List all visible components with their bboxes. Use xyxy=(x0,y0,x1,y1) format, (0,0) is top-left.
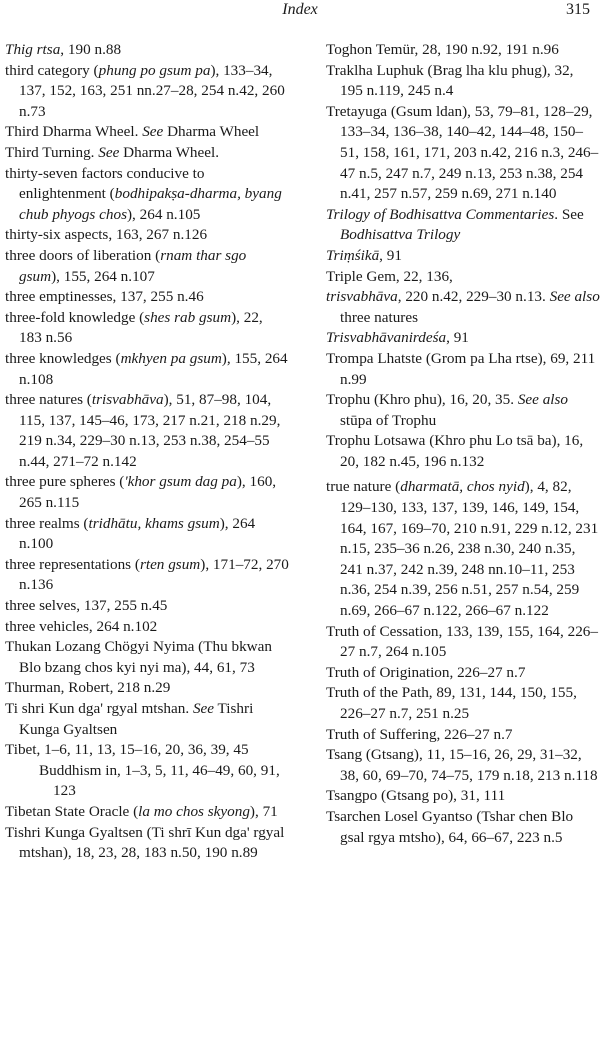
index-entry xyxy=(326,349,600,390)
entry-text: Tretayuga (Gsum ldan), 53, 79–81, 128–29, 133–34, 136–38, 140–42, 144–48, 150–51, 158, 161, 171, 203 n.42, 216 n.3, 246–47 n.5, 247 n.7, 249 n.13, 253 n.38, 254 n.41, 257 n.57, 259 n.69, 271 n.140 xyxy=(326,102,599,203)
index-entry xyxy=(5,823,289,864)
index-column-right xyxy=(326,40,600,848)
index-entry xyxy=(5,514,289,555)
entry-text: true nature ( xyxy=(326,478,401,496)
index-entry xyxy=(326,745,600,786)
index-entry xyxy=(5,246,289,287)
entry-text: , 91 xyxy=(379,246,402,264)
index-entry xyxy=(326,431,600,472)
index-entry xyxy=(5,308,289,349)
italic-term: mkhyen pa gsum xyxy=(120,349,222,367)
entry-text: , 190 n.88 xyxy=(60,41,122,58)
italic-term: dharmatā, chos nyid xyxy=(400,478,525,496)
entry-text: three representations ( xyxy=(5,555,140,573)
entry-text: Third Dharma Wheel. xyxy=(5,123,143,141)
entry-text: Thukan Lozang Chögyi Nyima (Thu bkwan Blo bzang chos kyi nyi ma), 44, 61, 73 xyxy=(5,638,272,676)
entry-text: three pure spheres ( xyxy=(5,473,125,491)
index-entry xyxy=(326,663,600,684)
index-entry xyxy=(5,678,289,699)
italic-term: See also xyxy=(549,288,600,306)
index-entry xyxy=(5,225,289,246)
entry-text: Tishri Kunga Gyaltsen (Ti shrī Kun dga' rgyal mtshan), 18, 23, 28, 183 n.50, 190 n.89 xyxy=(5,823,285,862)
page-number: 315 xyxy=(566,1,590,18)
entry-text: ), 51, 87–98, 104, 115, 137, 145–46, 173, 217 n.21, 218 n.29, 219 n.34, 229–30 n.13, 253 n.38, 254–55 n.44, 271–72 n.142 xyxy=(19,391,281,470)
index-column-left xyxy=(5,40,289,864)
entry-text: Thurman, Robert, 218 n.29 xyxy=(5,679,171,697)
index-entry xyxy=(5,472,289,513)
index-entry xyxy=(326,205,600,246)
entry-text: stūpa of Trophu xyxy=(340,411,437,429)
index-entry xyxy=(326,102,600,205)
index-entry xyxy=(5,699,289,740)
entry-text: three doors of liberation ( xyxy=(5,246,161,264)
entry-text: ), 160, 265 n.115 xyxy=(19,473,277,512)
entry-text: ), 264 n.105 xyxy=(126,205,201,223)
entry-text: three knowledges ( xyxy=(5,349,121,367)
entry-text: Ti shri Kun dga' rgyal mtshan. xyxy=(5,700,193,717)
entry-text: three natures ( xyxy=(5,391,92,409)
entry-text: thirty-seven factors conducive to enlightenment ( xyxy=(5,164,205,203)
italic-term: Trisvabhāvanirdeśa xyxy=(326,329,447,347)
index-entry xyxy=(5,122,289,143)
entry-text: ), 133–34, 137, 152, 163, 251 nn.27–28, 254 n.42, 260 n.73 xyxy=(19,61,285,120)
index-entry xyxy=(326,477,600,621)
italic-term: 'khor gsum dag pa xyxy=(124,473,237,491)
index-entry xyxy=(5,143,289,164)
entry-text: Third Turning. xyxy=(5,143,99,161)
index-entry xyxy=(326,622,600,663)
italic-term: See also xyxy=(517,391,569,409)
index-entry xyxy=(326,725,600,746)
entry-text: ), 171–72, 270 n.136 xyxy=(19,555,289,594)
entry-text: Tsarchen Losel Gyantso (Tshar chen Blo gsal rgya mtsho), 64, 66–67, 223 n.5 xyxy=(326,807,574,846)
index-entry xyxy=(5,349,289,390)
entry-text: Buddhism in, 1–3, 5, 11, 46–49, 60, 91, 123 xyxy=(39,761,280,800)
index-entry xyxy=(5,555,289,596)
entry-text: Trompa Lhatste (Grom pa Lha rtse), 69, 211 n.99 xyxy=(326,349,596,388)
index-entry xyxy=(5,61,289,123)
italic-term: trisvabhāva xyxy=(91,391,164,409)
italic-term: rnam thar sgo gsum xyxy=(19,246,247,285)
entry-text: Tishri Kunga Gyaltsen xyxy=(19,700,254,738)
italic-term: shes rab gsum xyxy=(144,308,232,326)
entry-text: , 91 xyxy=(446,329,469,347)
index-entry xyxy=(326,328,600,349)
italic-term: tridhātu, khams gsum xyxy=(88,514,220,532)
italic-term: Trilogy of Bodhisattva Commentaries xyxy=(326,205,555,223)
entry-text: , 220 n.42, 229–30 n.13. xyxy=(397,288,550,306)
entry-text: ), 155, 264 n.107 xyxy=(51,267,155,285)
italic-term: See xyxy=(142,123,164,141)
entry-text: Toghon Temür, 28, 190 n.92, 191 n.96 xyxy=(326,41,559,58)
italic-term: la mo chos skyong xyxy=(138,802,250,820)
entry-text: Tsang (Gtsang), 11, 15–16, 26, 29, 31–32, 38, 60, 69–70, 74–75, 179 n.18, 213 n.118 xyxy=(326,746,598,784)
entry-text: . See xyxy=(554,205,584,223)
entry-text: Truth of the Path, 89, 131, 144, 150, 155, 226–27 n.7, 251 n.25 xyxy=(326,684,577,722)
index-entry xyxy=(5,287,289,308)
index-entry xyxy=(326,61,600,102)
index-subentry xyxy=(5,761,289,802)
entry-text: ), 4, 82, 129–130, 133, 137, 139, 146, 149, 154, 164, 167, 169–70, 210 n.91, 229 n.12, 231 n.15, 235–36 n.26, 238 n.30, 240 n.35, 241 n.37, 242 n.39, 248 nn.10–11, 253 n.36, 254 n.39, 256 n.51, 257 n.54, 259 n.69, 266–67 n.122, 266–67 n.122 xyxy=(340,478,599,620)
page-header xyxy=(0,0,600,26)
index-entry xyxy=(5,40,289,61)
index-entry xyxy=(5,390,289,472)
entry-text: three vehicles, 264 n.102 xyxy=(5,617,158,635)
entry-text: Triple Gem, 22, 136, xyxy=(326,267,453,285)
italic-term: See xyxy=(192,700,215,717)
entry-text: Truth of Suffering, 226–27 n.7 xyxy=(326,725,513,743)
entry-text: Tibet, 1–6, 11, 13, 15–16, 20, 36, 39, 45 xyxy=(5,741,249,759)
index-entry xyxy=(5,802,289,823)
entry-text: ), 155, 264 n.108 xyxy=(19,349,288,388)
index-entry xyxy=(5,164,289,226)
entry-text: Tsangpo (Gtsang po), 31, 111 xyxy=(326,787,506,805)
index-entry xyxy=(5,637,289,678)
italic-term: Thig rtsa xyxy=(5,41,61,58)
entry-text: Dharma Wheel. xyxy=(119,143,220,161)
entry-text: three selves, 137, 255 n.45 xyxy=(5,597,168,615)
index-entry xyxy=(5,617,289,638)
entry-text: thirty-six aspects, 163, 267 n.126 xyxy=(5,226,208,244)
entry-text: Traklha Luphuk (Brag lha klu phug), 32, 195 n.119, 245 n.4 xyxy=(326,61,574,100)
entry-text: Trophu Lotsawa (Khro phu Lo tsā ba), 16, 20, 182 n.45, 196 n.132 xyxy=(326,432,584,470)
entry-text: ), 22, 183 n.56 xyxy=(19,308,263,347)
index-entry xyxy=(326,807,600,848)
entry-text: Dharma Wheel xyxy=(163,123,260,141)
index-entry xyxy=(326,683,600,724)
italic-term: rten gsum xyxy=(139,555,201,573)
index-entry xyxy=(326,786,600,807)
italic-term: Bodhisattva Trilogy xyxy=(340,226,461,244)
entry-text: three emptinesses, 137, 255 n.46 xyxy=(5,288,204,306)
entry-text: three-fold knowledge ( xyxy=(5,308,145,326)
entry-text: Tibetan State Oracle ( xyxy=(5,802,139,820)
index-entry xyxy=(5,740,289,761)
entry-text: Truth of Cessation, 133, 139, 155, 164, 226–27 n.7, 264 n.105 xyxy=(326,622,598,661)
index-entry xyxy=(326,287,600,328)
index-entry xyxy=(326,40,600,61)
entry-text: Trophu (Khro phu), 16, 20, 35. xyxy=(326,391,518,409)
italic-term: trisvabhāva xyxy=(326,288,398,306)
italic-term: phung po gsum pa xyxy=(98,61,211,79)
index-entry xyxy=(326,390,600,431)
entry-text: third category ( xyxy=(5,61,99,79)
index-entry xyxy=(326,246,600,267)
italic-term: bodhipakṣa-dharma, byang chub phyogs chos xyxy=(19,185,282,223)
entry-text: Truth of Origination, 226–27 n.7 xyxy=(326,663,526,681)
index-entry xyxy=(326,267,600,288)
italic-term: Triṃśikā xyxy=(326,246,380,264)
running-head: Index xyxy=(282,1,318,18)
entry-text: three natures xyxy=(340,308,419,326)
index-entry xyxy=(5,596,289,617)
italic-term: See xyxy=(98,143,120,161)
entry-text: ), 264 n.100 xyxy=(19,514,256,553)
entry-text: ), 71 xyxy=(249,802,278,820)
entry-text: three realms ( xyxy=(5,514,89,532)
